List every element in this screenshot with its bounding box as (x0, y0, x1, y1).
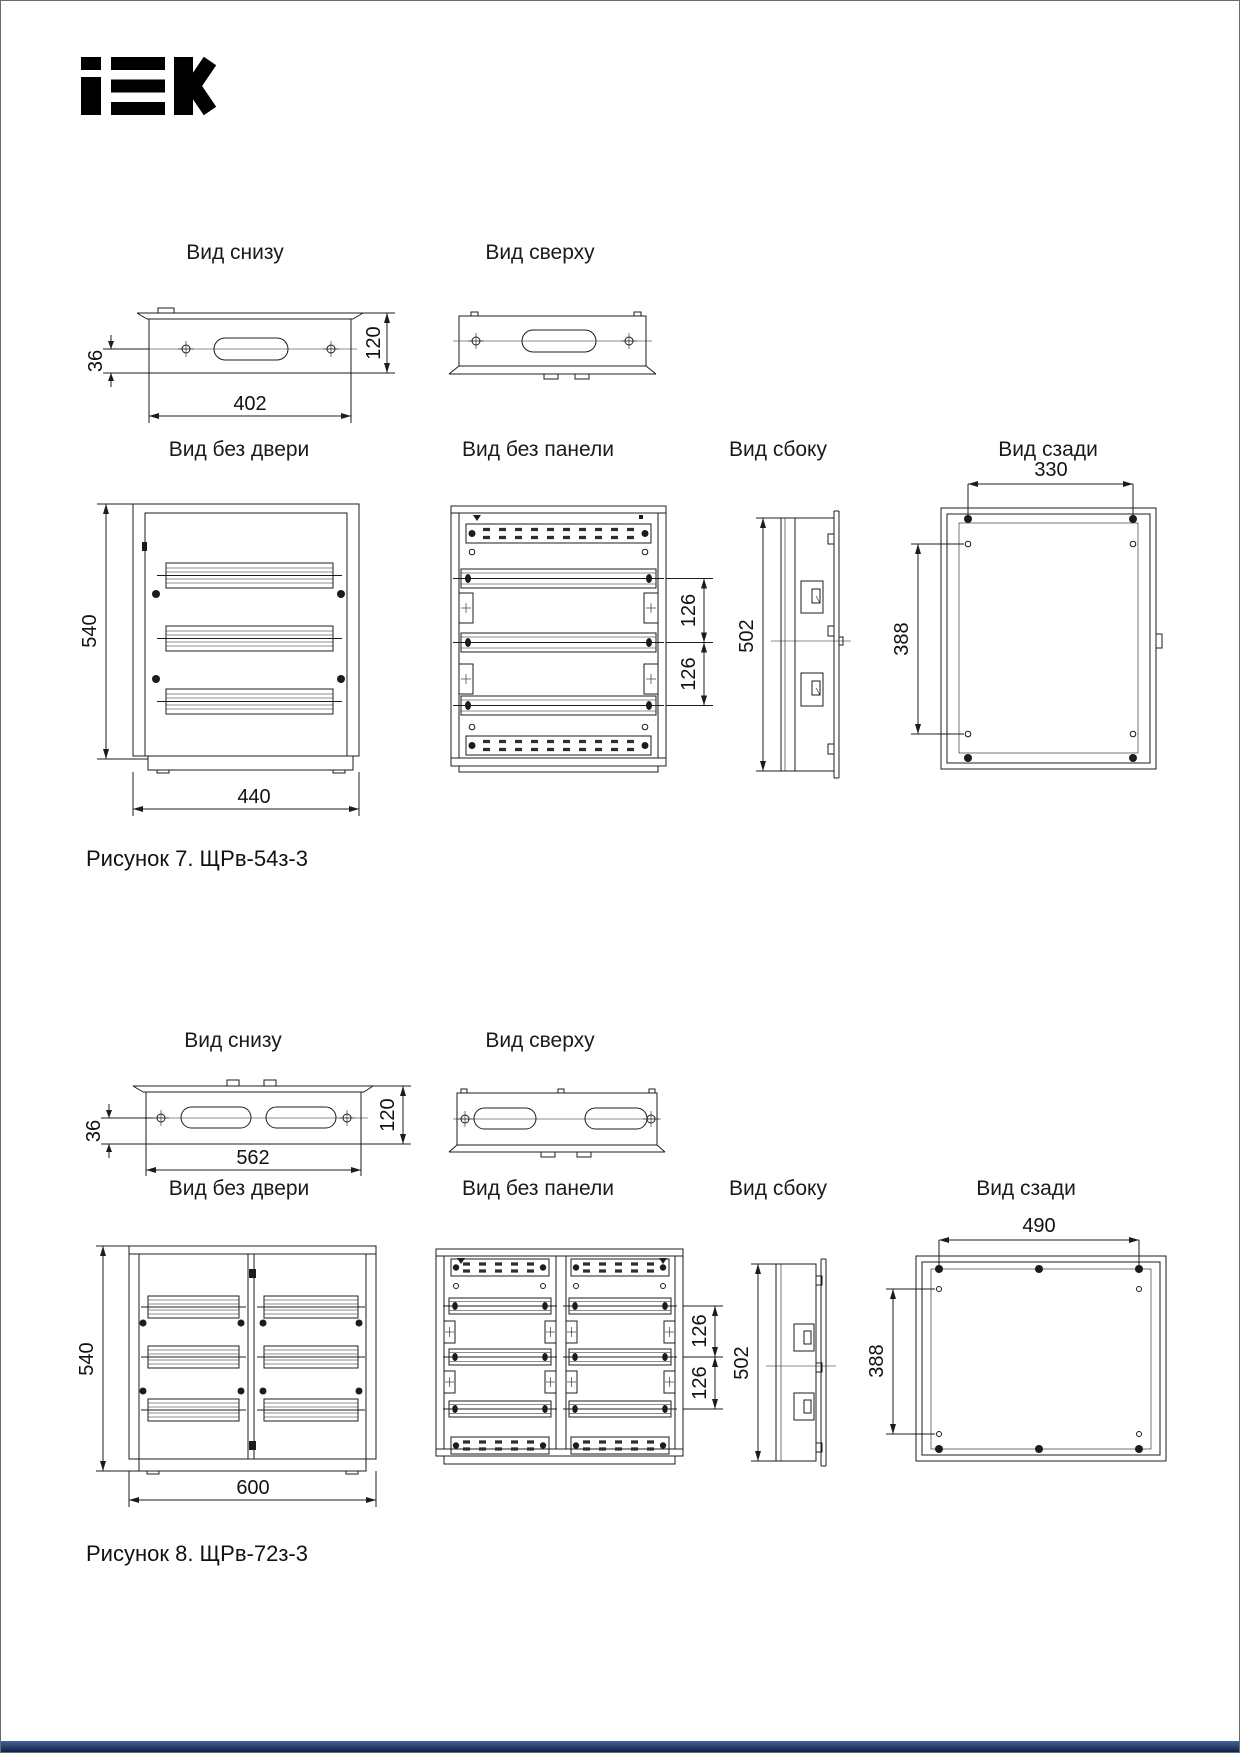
perforated-strip (451, 1437, 549, 1454)
svg-text:388: 388 (891, 622, 913, 656)
screw-mark (457, 1111, 473, 1127)
svg-text:36: 36 (85, 349, 107, 373)
f7-caption: Рисунок 7. ЩРв-54з-3 (86, 846, 308, 871)
svg-text:540: 540 (76, 1342, 98, 1376)
f8-view-bottom (81, 1073, 431, 1183)
f8-view-side (716, 1251, 846, 1476)
f7-label-bottom-view: Вид снизу (186, 241, 284, 264)
f7-label-no-door: Вид без двери (168, 438, 310, 461)
perforated-strip (451, 1259, 549, 1276)
f7-label-rear: Вид сзади (998, 438, 1098, 461)
f7-view-rear (851, 426, 1211, 786)
svg-text:126: 126 (678, 657, 700, 691)
dim-600 (129, 1471, 376, 1507)
f8-view-rear (851, 1206, 1211, 1486)
din-rail-strip (141, 1346, 246, 1368)
f8-label-side: Вид сбоку (729, 1177, 827, 1200)
din-rail (443, 1349, 557, 1365)
din-rail (563, 1349, 677, 1365)
f8-label-no-door: Вид без двери (168, 1177, 310, 1200)
page-footer-bar (1, 1741, 1239, 1752)
dim-440 (133, 772, 359, 816)
f7-view-side (716, 496, 861, 796)
dim-490 (939, 1215, 1139, 1266)
f8-view-top (441, 1073, 681, 1163)
svg-text:540: 540 (79, 614, 101, 648)
dim-540 (79, 504, 148, 759)
perforated-strip (571, 1437, 669, 1454)
screw-mark (323, 341, 339, 357)
dim-120 (361, 1086, 411, 1144)
f8-view-no-panel (431, 1241, 731, 1491)
side-cutout (794, 1393, 814, 1420)
screw-mark (339, 1110, 355, 1126)
dim-562 (146, 1144, 361, 1176)
screw-mark (468, 333, 484, 349)
f7-view-no-door (71, 496, 401, 826)
f7-view-top (441, 301, 671, 386)
din-rail-strip (157, 563, 342, 588)
dim-388 (891, 544, 964, 734)
dim-126-chain (666, 579, 713, 706)
f8-label-rear: Вид сзади (976, 1177, 1076, 1200)
svg-text:126: 126 (678, 593, 700, 628)
f8-label-no-panel: Вид без панели (462, 1177, 614, 1200)
svg-text:36: 36 (83, 1119, 105, 1143)
din-rail-strip (157, 689, 342, 714)
svg-text:600: 600 (236, 1477, 270, 1499)
din-rail-strip (141, 1296, 246, 1318)
dim-402 (149, 373, 351, 423)
din-rail (453, 633, 664, 652)
svg-text:562: 562 (236, 1147, 270, 1169)
svg-text:126: 126 (689, 1314, 711, 1348)
svg-text:402: 402 (233, 393, 267, 415)
dim-330 (968, 459, 1133, 521)
dim-36 (85, 335, 149, 387)
side-cutout (801, 581, 823, 613)
perforated-strip (466, 736, 651, 755)
din-rail (453, 696, 664, 715)
iek-logo (79, 57, 214, 115)
svg-text:388: 388 (866, 1344, 888, 1378)
f7-label-no-panel: Вид без панели (462, 438, 614, 461)
svg-text:120: 120 (363, 326, 385, 360)
din-rail-strip (141, 1399, 246, 1421)
f8-caption: Рисунок 8. ЩРв-72з-3 (86, 1541, 308, 1566)
f8-view-no-door (71, 1241, 401, 1521)
screw-mark (153, 1110, 169, 1126)
mount-tab (459, 593, 658, 694)
f7-label-side: Вид сбоку (729, 438, 827, 461)
din-rail-strip (157, 626, 342, 651)
dim-540 (76, 1246, 139, 1471)
din-rail-strip (257, 1346, 365, 1368)
side-cutout (794, 1324, 814, 1351)
svg-text:440: 440 (237, 786, 271, 808)
screw-mark (178, 341, 194, 357)
side-cutout (801, 673, 823, 706)
din-rail (563, 1298, 677, 1314)
svg-text:126: 126 (689, 1366, 711, 1400)
din-rail-strip (257, 1399, 365, 1421)
dim-120 (351, 313, 395, 373)
f8-label-top-view: Вид сверху (485, 1029, 595, 1052)
f7-view-bottom (81, 301, 401, 431)
svg-text:120: 120 (377, 1098, 399, 1132)
svg-text:490: 490 (1022, 1215, 1056, 1237)
dim-502 (731, 1264, 778, 1461)
f7-label-top-view: Вид сверху (485, 241, 595, 264)
perforated-strip (571, 1259, 669, 1276)
dim-388 (866, 1289, 935, 1434)
dim-502 (736, 518, 784, 771)
svg-text:330: 330 (1034, 459, 1068, 481)
svg-text:502: 502 (731, 1346, 753, 1380)
dim-36 (83, 1104, 153, 1158)
din-rail (443, 1401, 557, 1417)
f8-label-bottom-view: Вид снизу (184, 1029, 282, 1052)
din-rail (443, 1298, 557, 1314)
f7-view-no-panel (441, 496, 741, 826)
svg-text:502: 502 (736, 619, 758, 653)
din-rail-strip (257, 1296, 365, 1318)
din-rail (453, 569, 664, 588)
din-rail (563, 1401, 677, 1417)
perforated-strip (466, 524, 651, 543)
screw-mark (621, 333, 637, 349)
